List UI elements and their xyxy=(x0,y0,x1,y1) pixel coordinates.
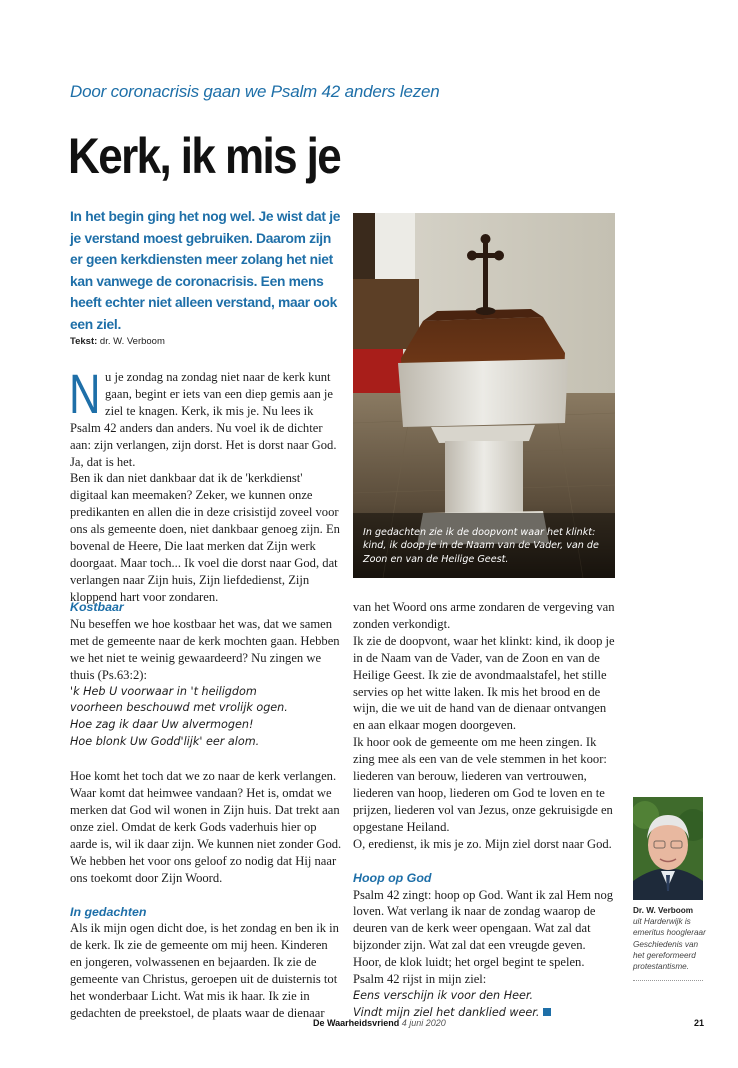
author-portrait-image xyxy=(633,797,703,900)
paragraph: Ben ik dan niet dankbaar dat ik de 'kerkdienst' digitaal kan meemaken? Zeker, we kunnen onze predikanten en allen die in deze crisistijd zoveel voor ons als gemeente doen, niet dankbaar genoeg zijn. En bovenal de Heere, Die laat merken dat Zijn werk doorgaat. Maar toch... Ik voel die dorst naar God, dat verlangen naar Zijn huis, Zijn liefdedienst, Zijn kloppend hart voor zondaren. xyxy=(70,471,340,604)
body-column-1-top xyxy=(69,362,342,606)
psalm-quote-line: 'k Heb U voorwaar in 't heiligdom xyxy=(70,684,257,698)
author-name: Dr. W. Verboom xyxy=(633,906,694,915)
section-heading-kostbaar: Kostbaar xyxy=(70,600,124,614)
page-footer xyxy=(313,1018,446,1028)
psalm-quote-line: voorheen beschouwd met vrolijk ogen. xyxy=(70,701,288,715)
paragraph: van het Woord ons arme zondaren de vergeving van zonden verkondigt. xyxy=(353,600,615,631)
paragraph: Hoor, de klok luidt; het orgel begint te spelen. Psalm 42 rijst in mijn ziel: xyxy=(353,955,585,987)
paragraph: Psalm 42 zingt: hoop op God. Want ik zal Hem nog loven. Wat verlang ik naar de zondag waarop de deuren van de kerk weer opengaan. Wat zal dat bijzonder zijn. Wat zal dat een vreugde geven. xyxy=(353,887,614,953)
photo-caption: In gedachten zie ik de doopvont waar het klinkt: kind, ik doop je in de Naam van de Vader, van de Zoon en van de Heilige Geest. xyxy=(363,526,599,565)
article-intro: In het begin ging het nog wel. Je wist dat je je verstand moest gebruiken. Daarom zijn er geen kerkdiensten meer zolang het niet kan vanwege de coronacrisis. Een mens heeft echter niet alleen verstand, maar ook een ziel. xyxy=(70,209,341,332)
section-heading-in-gedachten: In gedachten xyxy=(70,904,147,919)
baptismal-font-photo xyxy=(353,213,615,578)
byline xyxy=(70,336,165,347)
psalm-quote-line: Hoe zag ik daar Uw alvermogen! xyxy=(70,718,254,732)
paragraph: O, eredienst, ik mis je zo. Mijn ziel dorst naar God. xyxy=(353,836,612,851)
author-portrait xyxy=(633,797,703,900)
author-bio xyxy=(633,905,709,972)
paragraph: Ik zie de doopvont, waar het klinkt: kind, ik doop je in de Naam van de Vader, van de Zoon en van de Heilige Geest. Ik zie de avondmaalstafel, het stille servies op het witte laken. Ik mis het brood en de wijn, die we uit de hand van de dienaar ontvangen en aan elkaar mogen doorgeven. xyxy=(353,633,615,733)
section-heading-hoop-op-god: Hoop op God xyxy=(353,870,432,885)
paragraph: Als ik mijn ogen dicht doe, is het zondag en ben ik in de kerk. Ik zie de gemeente om mij heen. Kinderen en jongeren, volwassenen en bejaarden. Ik zie de gemeente van Christus, geroepen uit de duisternis tot het wonderbaar Licht. Wat mis ik haar. Ik zie in gedachten de preekstoel, de plaats waar de dienaar xyxy=(70,921,339,1020)
drop-cap: N xyxy=(69,362,101,425)
baptismal-font-image xyxy=(353,213,615,578)
publication-date: 4 juni 2020 xyxy=(401,1018,446,1028)
publication-name: De Waarheidsvriend xyxy=(313,1018,400,1028)
page-number: 21 xyxy=(694,1018,705,1028)
psalm-quote-line: Hoe blonk Uw Godd'lijk' eer alom. xyxy=(70,735,260,749)
byline-label: Tekst: xyxy=(70,336,98,347)
byline-author: dr. W. Verboom xyxy=(99,336,165,347)
article-headline: Kerk, ik mis je xyxy=(68,128,341,184)
author-description: uit Harderwijk is emeritus hoogleraar Geschiedenis van het gereformeerd protestantisme. xyxy=(633,917,706,972)
opening-paragraph: Nu je zondag na zondag niet naar de kerk kunt gaan, begint er iets van een diep gemis aan je ziel te knagen. Kerk, ik mis je. Nu lees ik Psalm 42 anders dan anders. Nu voel ik de dichter aan: zijn verlangen, zijn dorst. Het is dorst naar God. Ja, dat is het. xyxy=(69,362,337,469)
end-of-article-square-icon xyxy=(543,1008,551,1016)
paragraph: Nu beseffen we hoe kostbaar het was, dat we samen met de gemeente naar de kerk mochten gaan. Hebben we het niet te weinig gewaardeerd? Nu zingen we thuis (Ps.63:2): xyxy=(70,616,340,682)
body-column-2 xyxy=(353,599,618,1022)
paragraph: Hoe komt het toch dat we zo naar de kerk verlangen. Waar komt dat heimwee vandaan? Het is, omdat we merken dat God wil wonen in Zijn huis. Dat trekt aan onze ziel. Omdat de kerk Gods vaderhuis hier op aarde is, wil ik daar zijn. We kunnen niet zonder God. We hebben het voor ons geloof zo nodig dat Hij naar ons toekomt door Zijn Woord. xyxy=(70,769,342,885)
body-column-1-bottom xyxy=(70,599,342,1022)
bio-divider xyxy=(633,980,703,981)
psalm-quote-line: Vindt mijn ziel het danklied weer. xyxy=(353,1005,618,1022)
paragraph: Ik hoor ook de gemeente om me heen zingen. Ik zing mee als een van de vele stemmen in het koor: liederen van berouw, liederen van vertrouwen, liederen van hoop, liederen om God te loven en te prijzen, liederen vol van Jezus, onze gekruisigde en opgestane Heiland. xyxy=(353,735,613,834)
article-kicker: Door coronacrisis gaan we Psalm 42 anders lezen xyxy=(70,82,440,101)
psalm-quote-line: Eens verschijn ik voor den Heer. xyxy=(353,988,534,1002)
